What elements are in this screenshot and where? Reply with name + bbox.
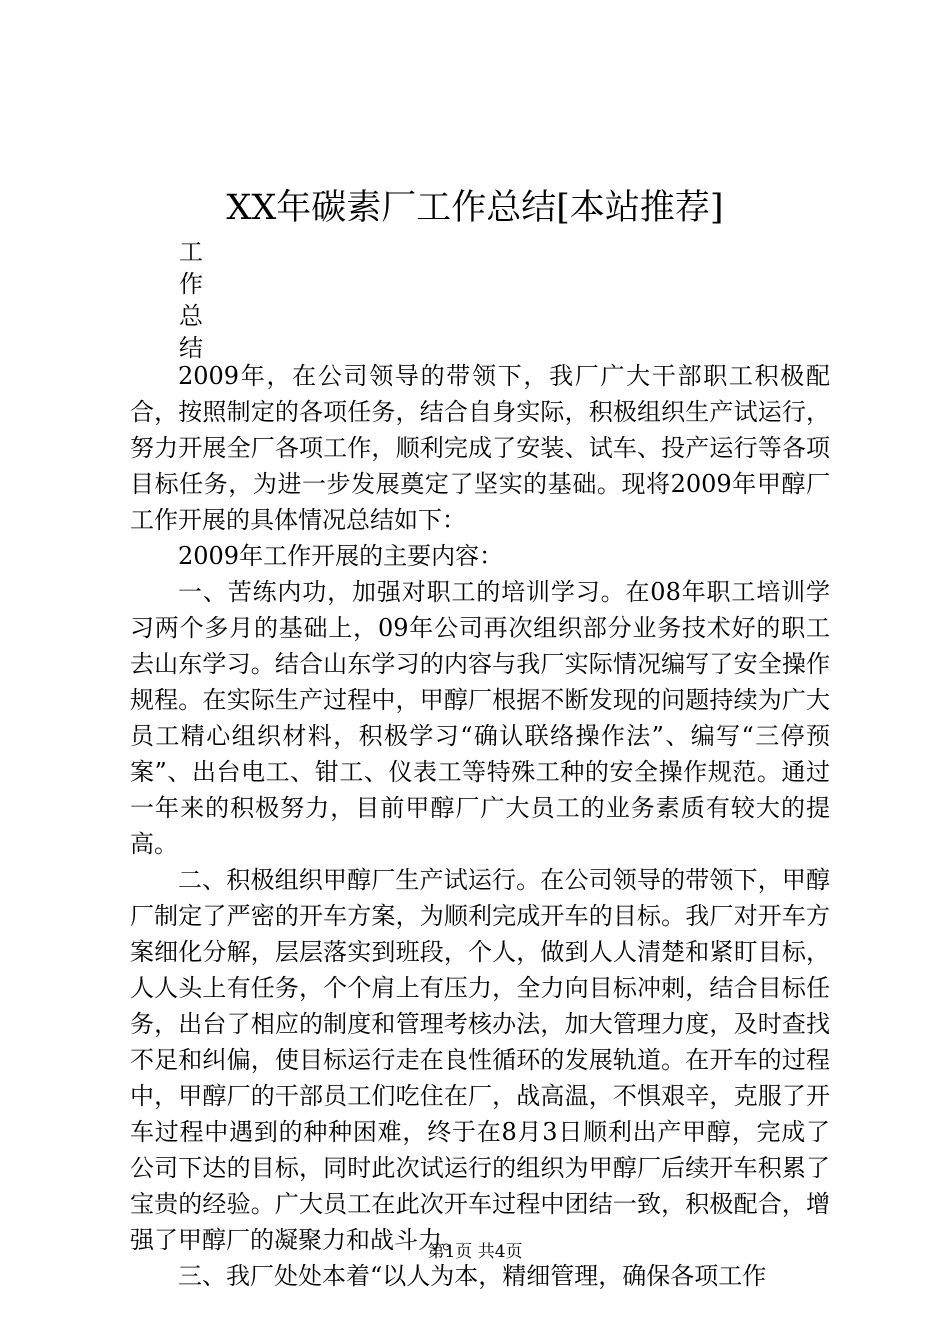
document-title: XX年碳素厂工作总结[本站推荐] — [226, 188, 724, 228]
paragraph-section-3: 三、我厂处处本着“以人为本，精细管理，确保各项工作 — [178, 1262, 767, 1290]
paragraph-section-1: 一、苦练内功，加强对职工的培训学习。在08年职工培训学习两个多月的基础上，09年公司再次组织部分业务技术好的职工去山东学习。结合山东学习的内容与我厂实际情况编写了安全操作规程。在实际生产过程中，甲醇厂根据不断发现的问题持续为广大员工精心组织材料，积极学习“确认联络操作法”、编写“三停预案”、出台电工、钳工、仪表工等特殊工种的安全操作规范。通过一年来的积极努力，目前甲醇厂广大员工的业务素质有较大的提高。 — [130, 578, 830, 858]
vertical-heading — [179, 236, 219, 364]
vertical-heading-char: 工 — [179, 238, 203, 266]
vertical-heading-char: 结 — [179, 334, 203, 362]
document-body — [130, 358, 830, 1294]
vertical-heading-char: 作 — [179, 270, 203, 298]
page-footer: 第1页 共4页 — [427, 1242, 523, 1262]
paragraph-intro: 2009年，在公司领导的带领下，我厂广大干部职工积极配合，按照制定的各项任务，结合自身实际，积极组织生产试运行，努力开展全厂各项工作，顺利完成了安装、试车、投产运行等各项目标任务，为进一步发展奠定了坚实的基础。现将2009年甲醇厂工作开展的具体情况总结如下： — [130, 362, 830, 534]
vertical-heading-char: 总 — [179, 302, 203, 330]
paragraph-section-2: 二、积极组织甲醇厂生产试运行。在公司领导的带领下，甲醇厂制定了严密的开车方案，为顺利完成开车的目标。我厂对开车方案细化分解，层层落实到班段，个人，做到人人清楚和紧盯目标，人人头上有任务，个个肩上有压力，全力向目标冲刺，结合目标任务，出台了相应的制度和管理考核办法，加大管理力度，及时查找不足和纠偏，使目标运行走在良性循环的发展轨道。在开车的过程中，甲醇厂的干部员工们吃住在厂，战高温，不惧艰辛，克服了开车过程中遇到的种种困难，终于在8月3日顺利出产甲醇，完成了公司下达的目标，同时此次试运行的组织为甲醇厂后续开车积累了宝贵的经验。广大员工在此次开车过程中团结一致，积极配合，增强了甲醇厂的凝聚力和战斗力。 — [130, 866, 830, 1254]
paragraph-main-content-heading: 2009年工作开展的主要内容： — [178, 542, 504, 570]
